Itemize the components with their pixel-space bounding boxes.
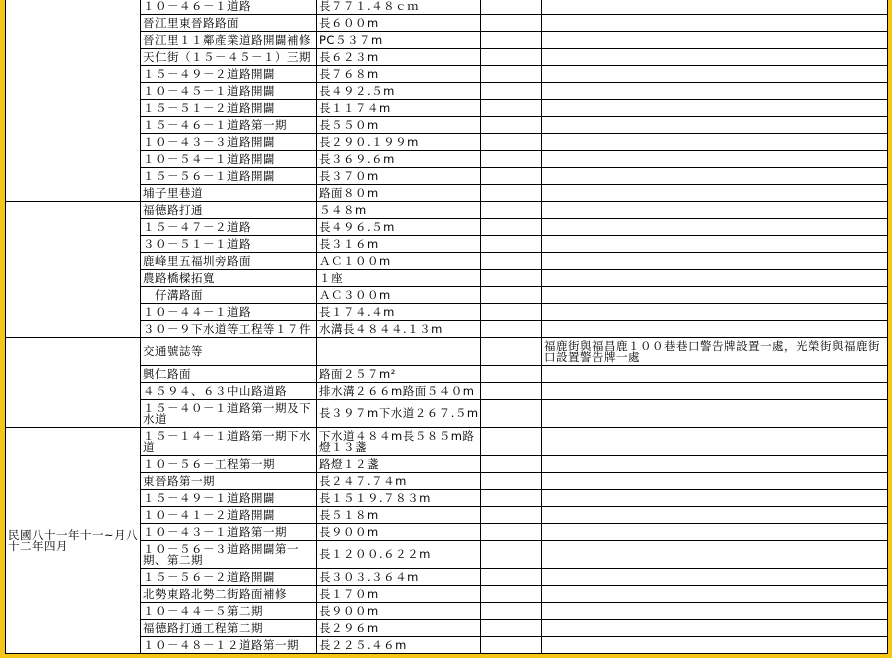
- note-cell[interactable]: [542, 620, 888, 637]
- blank-cell[interactable]: [481, 253, 542, 270]
- blank-cell[interactable]: [481, 0, 542, 15]
- blank-cell[interactable]: [481, 304, 542, 321]
- item-cell[interactable]: １０－４４－５第二期: [141, 603, 317, 620]
- note-cell[interactable]: [542, 15, 888, 32]
- note-cell[interactable]: [542, 236, 888, 253]
- item-cell[interactable]: １０－４６－１道路: [141, 0, 317, 15]
- item-cell[interactable]: １０－４１－２道路開闢: [141, 507, 317, 524]
- road-works-table: [5, 0, 888, 654]
- blank-cell[interactable]: [481, 456, 542, 473]
- item-cell[interactable]: 福德路打通工程第二期: [141, 620, 317, 637]
- quantity-cell[interactable]: １座: [317, 270, 481, 287]
- blank-cell[interactable]: [481, 66, 542, 83]
- quantity-cell[interactable]: 下水道４８４m長５８５m路燈１３盞: [317, 428, 481, 456]
- item-cell[interactable]: １５－４６－１道路第一期: [141, 117, 317, 134]
- quantity-cell[interactable]: 長９００m: [317, 524, 481, 541]
- item-cell[interactable]: １０－５６－工程第一期: [141, 456, 317, 473]
- note-cell[interactable]: [542, 637, 888, 654]
- item-cell[interactable]: １０－４３－３道路開闢: [141, 134, 317, 151]
- note-cell[interactable]: [542, 202, 888, 219]
- note-cell[interactable]: [542, 383, 888, 400]
- item-cell[interactable]: １５－１４－１道路第一期下水道: [141, 428, 317, 456]
- quantity-cell[interactable]: 長９００m: [317, 603, 481, 620]
- item-cell[interactable]: １５－５６－１道路開闢: [141, 168, 317, 185]
- note-cell[interactable]: [542, 366, 888, 383]
- blank-cell[interactable]: [481, 586, 542, 603]
- item-cell[interactable]: 鹿峰里五福圳旁路面: [141, 253, 317, 270]
- blank-cell[interactable]: [481, 202, 542, 219]
- blank-cell[interactable]: [481, 270, 542, 287]
- note-cell[interactable]: [542, 66, 888, 83]
- note-cell[interactable]: [542, 586, 888, 603]
- period-cell[interactable]: [6, 338, 141, 428]
- quantity-cell[interactable]: 排水溝２６６m路面５４０m: [317, 383, 481, 400]
- blank-cell[interactable]: [481, 219, 542, 236]
- item-cell[interactable]: ３０－９下水道等工程等１７件: [141, 321, 317, 338]
- quantity-cell[interactable]: 長２９６m: [317, 620, 481, 637]
- item-cell[interactable]: １５－５６－２道路開闢: [141, 569, 317, 586]
- note-cell[interactable]: [542, 49, 888, 66]
- period-cell[interactable]: 民國八十一年十一~月八十二年四月: [6, 428, 141, 654]
- table-row: [6, 338, 888, 366]
- quantity-cell[interactable]: ＡＣ１００m: [317, 253, 481, 270]
- item-cell[interactable]: 晉江里東晉路路面: [141, 15, 317, 32]
- note-cell[interactable]: [542, 134, 888, 151]
- item-cell[interactable]: １５－４０－１道路第一期及下水道: [141, 400, 317, 428]
- quantity-cell[interactable]: 長７６８m: [317, 66, 481, 83]
- item-cell[interactable]: １０－４４－１道路: [141, 304, 317, 321]
- blank-cell[interactable]: [481, 490, 542, 507]
- item-cell[interactable]: 交通號誌等: [141, 338, 317, 366]
- blank-cell[interactable]: [481, 507, 542, 524]
- table-row: [6, 428, 888, 456]
- item-cell[interactable]: １０－５６－３道路開闢第一期、第二期: [141, 541, 317, 569]
- quantity-cell[interactable]: 長２９０.１９９m: [317, 134, 481, 151]
- note-cell[interactable]: [542, 603, 888, 620]
- note-cell[interactable]: [542, 428, 888, 456]
- period-cell[interactable]: [6, 202, 141, 338]
- table-row: [6, 0, 888, 15]
- note-cell[interactable]: [542, 541, 888, 569]
- note-cell[interactable]: [542, 185, 888, 202]
- blank-cell[interactable]: [481, 287, 542, 304]
- blank-cell[interactable]: [481, 428, 542, 456]
- quantity-cell[interactable]: 長２２５.４６m: [317, 637, 481, 654]
- quantity-cell[interactable]: 路面８０m: [317, 185, 481, 202]
- item-cell[interactable]: 北勢東路北勢二街路面補修: [141, 586, 317, 603]
- note-cell[interactable]: [542, 569, 888, 586]
- item-cell[interactable]: １５－５１－２道路開闢: [141, 100, 317, 117]
- blank-cell[interactable]: [481, 168, 542, 185]
- quantity-cell[interactable]: 長３６９.６m: [317, 151, 481, 168]
- table-row: [6, 202, 888, 219]
- blank-cell[interactable]: [481, 185, 542, 202]
- note-cell[interactable]: [542, 287, 888, 304]
- quantity-cell[interactable]: 水溝長４８４４.１３m: [317, 321, 481, 338]
- item-cell[interactable]: １０－４５－１道路開闢: [141, 83, 317, 100]
- blank-cell[interactable]: [481, 32, 542, 49]
- quantity-cell[interactable]: 長４９６.５m: [317, 219, 481, 236]
- note-cell[interactable]: [542, 304, 888, 321]
- quantity-cell[interactable]: 長６００m: [317, 15, 481, 32]
- note-cell[interactable]: [542, 400, 888, 428]
- quantity-cell[interactable]: 長３９７m下水道２６７.５m: [317, 400, 481, 428]
- note-cell[interactable]: [542, 524, 888, 541]
- note-cell[interactable]: [542, 168, 888, 185]
- quantity-cell[interactable]: 長５５０m: [317, 117, 481, 134]
- blank-cell[interactable]: [481, 524, 542, 541]
- quantity-cell[interactable]: 長１５１９.７８３m: [317, 490, 481, 507]
- item-cell[interactable]: １０－４３－１道路第一期: [141, 524, 317, 541]
- item-cell[interactable]: 晉江里１１鄰產業道路開闢補修: [141, 32, 317, 49]
- blank-cell[interactable]: [481, 569, 542, 586]
- quantity-cell[interactable]: 長５１８m: [317, 507, 481, 524]
- blank-cell[interactable]: [481, 15, 542, 32]
- quantity-cell[interactable]: 長６２３m: [317, 49, 481, 66]
- blank-cell[interactable]: [481, 236, 542, 253]
- quantity-cell[interactable]: [317, 338, 481, 366]
- item-cell[interactable]: １０－５４－１道路開闢: [141, 151, 317, 168]
- note-cell[interactable]: [542, 0, 888, 15]
- blank-cell[interactable]: [481, 603, 542, 620]
- item-cell[interactable]: 仔溝路面: [141, 287, 317, 304]
- quantity-cell[interactable]: 長１１７４m: [317, 100, 481, 117]
- quantity-cell[interactable]: 長４９２.５m: [317, 83, 481, 100]
- period-cell[interactable]: [6, 0, 141, 202]
- blank-cell[interactable]: [481, 400, 542, 428]
- quantity-cell[interactable]: ＡＣ３００m: [317, 287, 481, 304]
- blank-cell[interactable]: [481, 49, 542, 66]
- note-cell[interactable]: [542, 270, 888, 287]
- blank-cell[interactable]: [481, 473, 542, 490]
- quantity-cell[interactable]: 長３７０m: [317, 168, 481, 185]
- note-cell[interactable]: [542, 83, 888, 100]
- blank-cell[interactable]: [481, 151, 542, 168]
- blank-cell[interactable]: [481, 541, 542, 569]
- note-cell[interactable]: [542, 473, 888, 490]
- item-cell[interactable]: １０－４８－１２道路第一期: [141, 637, 317, 654]
- quantity-cell[interactable]: 長３１６m: [317, 236, 481, 253]
- item-cell[interactable]: 興仁路面: [141, 366, 317, 383]
- quantity-cell[interactable]: 長１７０m: [317, 586, 481, 603]
- note-cell[interactable]: [542, 507, 888, 524]
- note-cell[interactable]: [542, 253, 888, 270]
- quantity-cell[interactable]: 長１７４.４m: [317, 304, 481, 321]
- quantity-cell[interactable]: 長７７１.４８ｃｍ: [317, 0, 481, 15]
- note-cell[interactable]: [542, 100, 888, 117]
- item-cell[interactable]: 東晉路第一期: [141, 473, 317, 490]
- item-cell[interactable]: １５－４９－１道路開闢: [141, 490, 317, 507]
- quantity-cell[interactable]: PC５３７m: [317, 32, 481, 49]
- blank-cell[interactable]: [481, 134, 542, 151]
- quantity-cell[interactable]: 長３０３.３６４m: [317, 569, 481, 586]
- note-cell[interactable]: [542, 321, 888, 338]
- blank-cell[interactable]: [481, 637, 542, 654]
- note-cell[interactable]: [542, 117, 888, 134]
- blank-cell[interactable]: [481, 100, 542, 117]
- quantity-cell[interactable]: 路面２５７m²: [317, 366, 481, 383]
- item-cell[interactable]: １５－４９－２道路開闢: [141, 66, 317, 83]
- note-cell[interactable]: [542, 456, 888, 473]
- quantity-cell[interactable]: 長１２００.６２２m: [317, 541, 481, 569]
- blank-cell[interactable]: [481, 620, 542, 637]
- quantity-cell[interactable]: 長２４７.７４m: [317, 473, 481, 490]
- blank-cell[interactable]: [481, 338, 542, 366]
- note-cell[interactable]: [542, 219, 888, 236]
- blank-cell[interactable]: [481, 117, 542, 134]
- item-cell[interactable]: 農路橋樑拓寬: [141, 270, 317, 287]
- quantity-cell[interactable]: ５４８m: [317, 202, 481, 219]
- blank-cell[interactable]: [481, 83, 542, 100]
- item-cell[interactable]: 福德路打通: [141, 202, 317, 219]
- item-cell[interactable]: ３０－５１－１道路: [141, 236, 317, 253]
- blank-cell[interactable]: [481, 321, 542, 338]
- blank-cell[interactable]: [481, 383, 542, 400]
- note-cell[interactable]: 福鹿街與福昌鹿１００巷巷口警告牌設置一處，光榮街與福鹿街口設置警告牌一處: [542, 338, 888, 366]
- quantity-cell[interactable]: 路燈１２盞: [317, 456, 481, 473]
- item-cell[interactable]: 埔子里巷道: [141, 185, 317, 202]
- note-cell[interactable]: [542, 490, 888, 507]
- blank-cell[interactable]: [481, 366, 542, 383]
- item-cell[interactable]: ４５９４、６３中山路道路: [141, 383, 317, 400]
- item-cell[interactable]: １５－４７－２道路: [141, 219, 317, 236]
- note-cell[interactable]: [542, 151, 888, 168]
- item-cell[interactable]: 天仁街（１５－４５－１）三期: [141, 49, 317, 66]
- note-cell[interactable]: [542, 32, 888, 49]
